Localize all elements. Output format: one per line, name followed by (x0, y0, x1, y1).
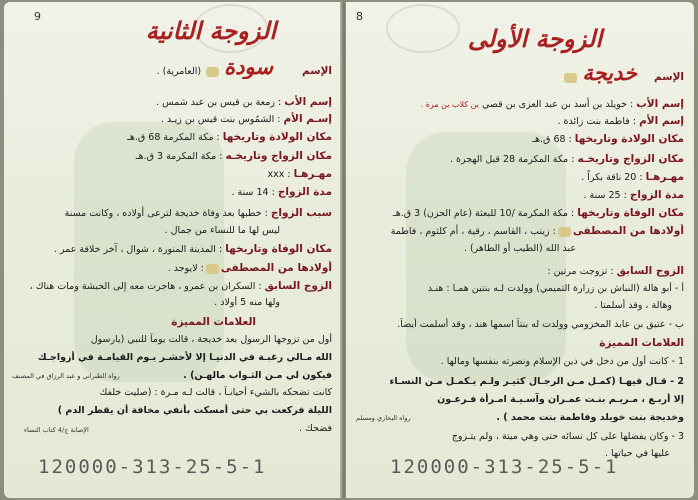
prev-husband-cont: ولها منه 5 أولاد . (214, 297, 280, 308)
children-row (12, 261, 332, 276)
dowry-label: مهـرهـا (645, 171, 684, 183)
marriage-label: مكان الزواج وتاريخـه (577, 153, 684, 165)
feature-source: رواه البخاري ومسلم (356, 414, 411, 422)
reason-label: سبب الزواج (270, 207, 332, 219)
children-label: أولادها من المصطفى (220, 262, 332, 274)
prev-husband-value: : تزوجت مرتين : (547, 266, 614, 277)
prev-husband-row (12, 279, 332, 294)
right-page (346, 2, 694, 498)
father-label: إسم الأب (636, 98, 684, 110)
feature-line-1: أول من تزوجها الرسول بعد خديجة ، قالت يوماً للنبي (يارسول (90, 334, 332, 345)
marriage-label: مكان الزواج وتاريخـه (225, 150, 332, 162)
feature-line-5: الليلة فركعت بي حتى أمسكت بأنفي مخافة أن يقطر الدم ) (57, 405, 332, 416)
feature-line-4: كانت تضحكه بالشيء أحيانـاً ، قالت لـه مـرة : (صليت خلفك (99, 387, 332, 398)
prev-husband-2: ب - عتيق بن عابد المخزومي وولدت له بنتاً اسمها هند ، وقد أسلمت أيضاً. (397, 319, 684, 330)
children-value: : زينب ، القاسم ، رقية ، أم كلثوم ، فاطمة (390, 226, 556, 237)
mother-row (12, 112, 332, 127)
children-cont: عبد الله (الطيب أو الطاهر) . (463, 243, 576, 254)
wife-name: سودة (224, 60, 273, 79)
calligraphy-icon (206, 67, 219, 77)
father-value: : زمعة بن قيس بن عبد شمس . (156, 97, 282, 108)
death-row (12, 242, 332, 257)
father-extra: بن كلاب بن مرة . (420, 100, 479, 109)
feature-line-4: وخديجة بنت خويلد وفاطمة بنت محمد ) . (496, 412, 684, 423)
duration-row (354, 188, 684, 203)
prev-husband-1-cont: وهالة ، وقد أسلمتا . (594, 300, 672, 311)
feature-line-5: 3 - وكان يفضلها على كل نسائه حتى وهي ميتة ، ولم يتـزوج (451, 431, 684, 442)
father-row (12, 95, 332, 110)
dowry-row (354, 170, 684, 185)
page-number: 9 (34, 10, 41, 23)
birth-value: : مكة المكرمة 68 ق.هـ (127, 132, 220, 143)
birth-label: مكان الولادة وتاريخها (222, 131, 332, 143)
birth-value: : 68 ق.هـ (532, 134, 572, 145)
name-label: الإسم (654, 71, 684, 83)
dowry-row (12, 167, 332, 182)
marriage-value: : مكة المكرمة 3 ق.هـ (135, 151, 223, 162)
birth-row (354, 132, 684, 147)
calligraphy-icon (564, 73, 577, 83)
duration-row (12, 185, 332, 200)
serial-number: 120000-313-25-5-1 (390, 456, 619, 478)
reason-row (12, 206, 332, 221)
page-title: الزوجة الثانية (145, 16, 276, 45)
dowry-value: : 20 ناقة بكراً . (581, 172, 643, 183)
duration-value: : 14 سنة . (231, 187, 275, 198)
children-label: أولادها من المصطفى (572, 225, 684, 237)
prev-husband-label: الزوج السابق (616, 265, 684, 277)
watermark-seal (386, 4, 460, 53)
dowry-value: : xxx (267, 169, 291, 180)
reason-value: : خطبها بعد وفاة خديجة لترعى أولاده ، وكانت مسنة (64, 208, 268, 219)
calligraphy-icon (558, 227, 571, 237)
death-label: مكان الوفاة وتاريخها (225, 243, 332, 255)
features-label: العلامات المميزة (171, 316, 256, 328)
name-label: الإسم (302, 65, 332, 77)
wife-name: خديجة (582, 66, 637, 85)
birth-label: مكان الولادة وتاريخها (574, 133, 684, 145)
feature-line-6: فضحك . (299, 423, 332, 434)
death-row (354, 206, 684, 221)
feature-line-3: فيكون لي مـن الثـواب مالهـن) . (183, 370, 332, 381)
name-suffix: (العامرية) . (156, 66, 202, 77)
birth-row (12, 130, 332, 145)
children-row (354, 224, 684, 239)
marriage-row (354, 152, 684, 167)
duration-label: مدة الزواج (629, 189, 684, 201)
duration-value: : 25 سنة . (583, 190, 627, 201)
page-title: الزوجة الأولى (467, 24, 602, 53)
feature-line-2: 2 - قـال فيهـا (كمـل مـن الرجـال كثيـر ولـم يـكمـل مـن النسـاء (389, 376, 684, 387)
prev-husband-label: الزوج السابق (264, 280, 332, 292)
prev-husband-row (354, 264, 684, 279)
page-number: 8 (356, 10, 363, 23)
father-label: إسم الأب (284, 96, 332, 108)
death-label: مكان الوفاة وتاريخها (577, 207, 684, 219)
serial-number: 120000-313-25-5-1 (38, 456, 267, 478)
name-row (12, 60, 332, 79)
feature-source: رواه الطبراني و عبد الرزاق في المصنف (12, 372, 120, 380)
duration-label: مدة الزواج (277, 186, 332, 198)
children-value: : لايوجد . (167, 263, 204, 274)
prev-husband-1: أ - أبو هالة (النباش بن زرارة التميمي) وولدت لـه بنتين همـا : هنـد (427, 283, 684, 294)
father-value: : خويلد بن أسد بن عبد العزى بن قصي (482, 99, 634, 110)
reason-cont: ليس لها ما للنساء من جمال . (164, 225, 280, 236)
name-row (354, 66, 684, 85)
left-page (4, 2, 342, 498)
death-value: : المدينة المنورة ، شوال ، آخر خلافة عمر . (53, 244, 223, 255)
mother-value: : فاطمة بنت زائدة . (557, 116, 637, 127)
features-row (354, 336, 684, 351)
feature-source: الإصابة ج/4 كتاب النساء (24, 426, 89, 434)
feature-line-6: عليها في حياتها . (604, 448, 670, 459)
features-label: العلامات المميزة (599, 337, 684, 349)
features-row (12, 315, 256, 330)
father-row (354, 97, 684, 112)
feature-line-2: الله مـالي رغبـة في الدنيـا إلا لأحشـر يـوم القيامـة في أزواجـك (37, 352, 332, 363)
mother-row (354, 114, 684, 129)
marriage-row (12, 149, 332, 164)
mother-value: : الشمُوس بنت قيس بن زيـد . (160, 114, 281, 125)
feature-line-1: 1 - كانت أول من دخل في دين الإسلام ونصرته بنفسها ومالها . (440, 356, 684, 367)
mother-label: إسم الأم (639, 115, 684, 127)
calligraphy-icon (206, 264, 219, 274)
mother-label: إسـم الأم (283, 113, 332, 125)
death-value: : مكة المكرمة /10 للبعثة (عام الحزن) 3 ق.هـ (392, 208, 575, 219)
dowry-label: مهـرهـا (293, 168, 332, 180)
prev-husband-value: : السكران بن عمرو ، هاجرت معه إلى الحبشة ومات هناك ، (29, 281, 262, 292)
marriage-value: : مكة المكرمة 28 قبل الهجرة . (450, 154, 575, 165)
feature-line-3: إلا أربـع ، مـريـم بنـت عمـران وآسـيـة امـرأة فـرعـون (437, 394, 684, 405)
